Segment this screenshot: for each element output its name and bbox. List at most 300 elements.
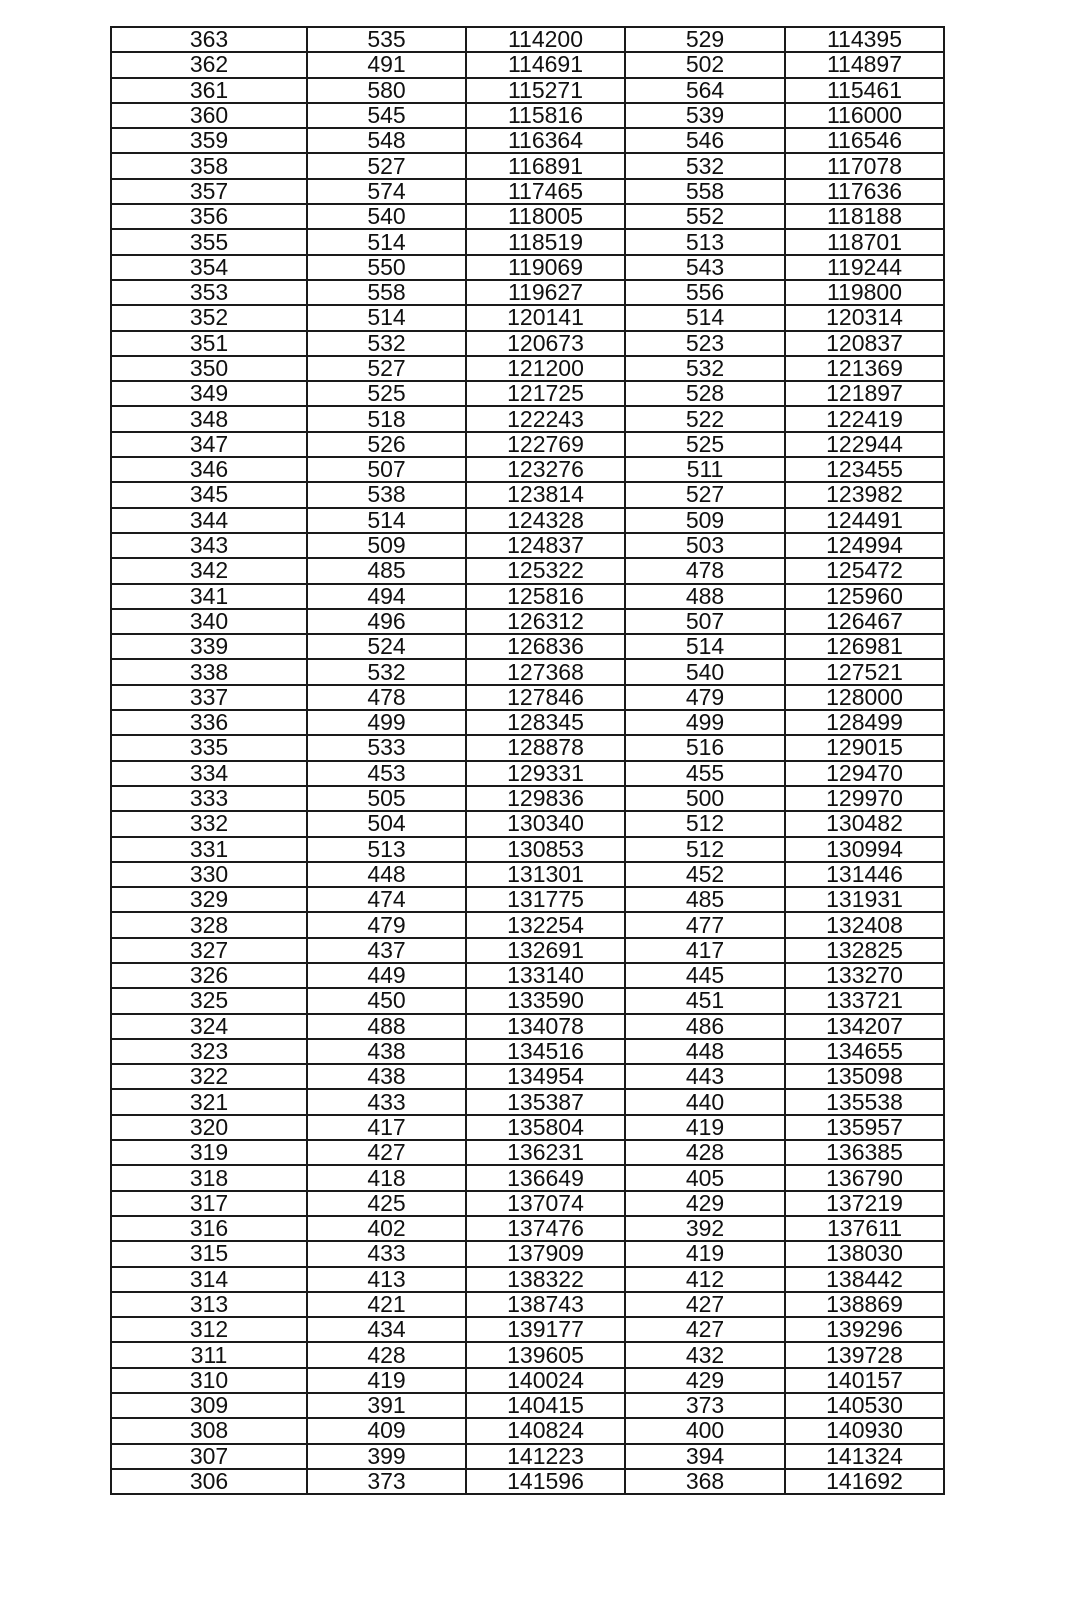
cumulative-b-cell: 119244 — [785, 255, 944, 280]
count-b-cell: 540 — [625, 659, 785, 684]
score-cell: 326 — [111, 963, 307, 988]
table-row — [111, 52, 944, 77]
table-row — [111, 1191, 944, 1216]
score-cell: 333 — [111, 786, 307, 811]
cumulative-b-cell: 134207 — [785, 1014, 944, 1039]
cumulative-b-cell: 117636 — [785, 179, 944, 204]
cumulative-a-cell: 138743 — [466, 1292, 625, 1317]
count-b-cell: 552 — [625, 204, 785, 229]
count-a-cell: 535 — [307, 27, 466, 52]
score-cell: 320 — [111, 1115, 307, 1140]
table-row — [111, 103, 944, 128]
score-cell: 339 — [111, 634, 307, 659]
score-cell: 348 — [111, 406, 307, 431]
count-b-cell: 514 — [625, 634, 785, 659]
table-row — [111, 1241, 944, 1266]
table-row — [111, 558, 944, 583]
cumulative-a-cell: 128345 — [466, 710, 625, 735]
cumulative-b-cell: 115461 — [785, 78, 944, 103]
table-row — [111, 1014, 944, 1039]
table-row — [111, 1292, 944, 1317]
table-row — [111, 1317, 944, 1342]
cumulative-a-cell: 126312 — [466, 609, 625, 634]
count-b-cell: 500 — [625, 786, 785, 811]
cumulative-a-cell: 139177 — [466, 1317, 625, 1342]
cumulative-a-cell: 137074 — [466, 1191, 625, 1216]
cumulative-a-cell: 118519 — [466, 229, 625, 254]
count-a-cell: 425 — [307, 1191, 466, 1216]
score-cell: 310 — [111, 1368, 307, 1393]
cumulative-b-cell: 136790 — [785, 1165, 944, 1190]
score-cell: 359 — [111, 128, 307, 153]
count-b-cell: 523 — [625, 331, 785, 356]
table-row — [111, 584, 944, 609]
count-b-cell: 522 — [625, 406, 785, 431]
score-cell: 317 — [111, 1191, 307, 1216]
table-row — [111, 659, 944, 684]
count-b-cell: 564 — [625, 78, 785, 103]
score-cell: 354 — [111, 255, 307, 280]
cumulative-a-cell: 133590 — [466, 988, 625, 1013]
count-b-cell: 405 — [625, 1165, 785, 1190]
cumulative-b-cell: 116546 — [785, 128, 944, 153]
table-row — [111, 406, 944, 431]
cumulative-b-cell: 131446 — [785, 862, 944, 887]
count-a-cell: 505 — [307, 786, 466, 811]
count-a-cell: 494 — [307, 584, 466, 609]
cumulative-a-cell: 137909 — [466, 1241, 625, 1266]
count-b-cell: 529 — [625, 27, 785, 52]
count-b-cell: 507 — [625, 609, 785, 634]
cumulative-a-cell: 135387 — [466, 1089, 625, 1114]
count-b-cell: 503 — [625, 533, 785, 558]
count-b-cell: 478 — [625, 558, 785, 583]
cumulative-a-cell: 135804 — [466, 1115, 625, 1140]
score-cell: 351 — [111, 331, 307, 356]
count-a-cell: 391 — [307, 1393, 466, 1418]
cumulative-b-cell: 140157 — [785, 1368, 944, 1393]
cumulative-b-cell: 114897 — [785, 52, 944, 77]
score-cell: 323 — [111, 1039, 307, 1064]
score-cell: 361 — [111, 78, 307, 103]
cumulative-a-cell: 132691 — [466, 938, 625, 963]
count-b-cell: 546 — [625, 128, 785, 153]
count-b-cell: 452 — [625, 862, 785, 887]
score-cell: 344 — [111, 508, 307, 533]
cumulative-a-cell: 141596 — [466, 1469, 625, 1494]
table-row — [111, 508, 944, 533]
cumulative-a-cell: 120141 — [466, 305, 625, 330]
count-a-cell: 437 — [307, 938, 466, 963]
table-row — [111, 1089, 944, 1114]
count-a-cell: 421 — [307, 1292, 466, 1317]
count-b-cell: 514 — [625, 305, 785, 330]
cumulative-b-cell: 130482 — [785, 811, 944, 836]
score-cell: 324 — [111, 1014, 307, 1039]
score-cell: 311 — [111, 1342, 307, 1367]
score-cell: 347 — [111, 432, 307, 457]
score-distribution-table — [110, 26, 945, 1495]
count-a-cell: 433 — [307, 1241, 466, 1266]
cumulative-a-cell: 116364 — [466, 128, 625, 153]
count-b-cell: 428 — [625, 1140, 785, 1165]
count-b-cell: 429 — [625, 1368, 785, 1393]
cumulative-a-cell: 125322 — [466, 558, 625, 583]
score-cell: 314 — [111, 1267, 307, 1292]
score-cell: 363 — [111, 27, 307, 52]
cumulative-b-cell: 129970 — [785, 786, 944, 811]
score-cell: 355 — [111, 229, 307, 254]
table-row — [111, 1115, 944, 1140]
score-cell: 327 — [111, 938, 307, 963]
count-b-cell: 412 — [625, 1267, 785, 1292]
table-row — [111, 78, 944, 103]
table-row — [111, 533, 944, 558]
score-cell: 358 — [111, 153, 307, 178]
count-a-cell: 548 — [307, 128, 466, 153]
table-row — [111, 356, 944, 381]
table-row — [111, 432, 944, 457]
count-b-cell: 532 — [625, 356, 785, 381]
count-b-cell: 427 — [625, 1317, 785, 1342]
cumulative-b-cell: 114395 — [785, 27, 944, 52]
count-b-cell: 532 — [625, 153, 785, 178]
score-cell: 334 — [111, 761, 307, 786]
table-row — [111, 609, 944, 634]
cumulative-a-cell: 136231 — [466, 1140, 625, 1165]
cumulative-b-cell: 136385 — [785, 1140, 944, 1165]
cumulative-a-cell: 126836 — [466, 634, 625, 659]
cumulative-b-cell: 124491 — [785, 508, 944, 533]
score-cell: 313 — [111, 1292, 307, 1317]
table-row — [111, 255, 944, 280]
table-row — [111, 482, 944, 507]
score-cell: 331 — [111, 837, 307, 862]
count-a-cell: 453 — [307, 761, 466, 786]
count-a-cell: 514 — [307, 508, 466, 533]
table-row — [111, 1216, 944, 1241]
cumulative-a-cell: 123276 — [466, 457, 625, 482]
score-cell: 338 — [111, 659, 307, 684]
count-a-cell: 525 — [307, 381, 466, 406]
cumulative-b-cell: 120837 — [785, 331, 944, 356]
count-a-cell: 373 — [307, 1469, 466, 1494]
cumulative-a-cell: 114200 — [466, 27, 625, 52]
cumulative-a-cell: 118005 — [466, 204, 625, 229]
count-a-cell: 433 — [307, 1089, 466, 1114]
count-b-cell: 543 — [625, 255, 785, 280]
table-row — [111, 862, 944, 887]
score-cell: 353 — [111, 280, 307, 305]
count-a-cell: 419 — [307, 1368, 466, 1393]
cumulative-a-cell: 124837 — [466, 533, 625, 558]
cumulative-b-cell: 129470 — [785, 761, 944, 786]
count-a-cell: 485 — [307, 558, 466, 583]
count-b-cell: 445 — [625, 963, 785, 988]
table-row — [111, 280, 944, 305]
count-b-cell: 440 — [625, 1089, 785, 1114]
count-a-cell: 479 — [307, 912, 466, 937]
count-a-cell: 438 — [307, 1039, 466, 1064]
cumulative-b-cell: 126981 — [785, 634, 944, 659]
cumulative-b-cell: 133270 — [785, 963, 944, 988]
table-row — [111, 1368, 944, 1393]
count-b-cell: 556 — [625, 280, 785, 305]
cumulative-b-cell: 135098 — [785, 1064, 944, 1089]
cumulative-a-cell: 139605 — [466, 1342, 625, 1367]
score-cell: 360 — [111, 103, 307, 128]
count-a-cell: 434 — [307, 1317, 466, 1342]
count-a-cell: 533 — [307, 735, 466, 760]
count-a-cell: 438 — [307, 1064, 466, 1089]
count-a-cell: 574 — [307, 179, 466, 204]
cumulative-a-cell: 127368 — [466, 659, 625, 684]
score-cell: 345 — [111, 482, 307, 507]
count-b-cell: 443 — [625, 1064, 785, 1089]
cumulative-b-cell: 122419 — [785, 406, 944, 431]
score-cell: 335 — [111, 735, 307, 760]
cumulative-a-cell: 115271 — [466, 78, 625, 103]
cumulative-a-cell: 141223 — [466, 1444, 625, 1469]
count-b-cell: 516 — [625, 735, 785, 760]
count-a-cell: 409 — [307, 1418, 466, 1443]
score-cell: 350 — [111, 356, 307, 381]
count-a-cell: 540 — [307, 204, 466, 229]
count-b-cell: 419 — [625, 1115, 785, 1140]
count-a-cell: 532 — [307, 331, 466, 356]
count-a-cell: 513 — [307, 837, 466, 862]
count-b-cell: 485 — [625, 887, 785, 912]
table-row — [111, 1342, 944, 1367]
cumulative-a-cell: 140824 — [466, 1418, 625, 1443]
cumulative-a-cell: 121725 — [466, 381, 625, 406]
cumulative-b-cell: 140530 — [785, 1393, 944, 1418]
cumulative-b-cell: 141692 — [785, 1469, 944, 1494]
score-cell: 343 — [111, 533, 307, 558]
count-a-cell: 449 — [307, 963, 466, 988]
cumulative-a-cell: 131775 — [466, 887, 625, 912]
cumulative-b-cell: 132825 — [785, 938, 944, 963]
score-cell: 321 — [111, 1089, 307, 1114]
score-cell: 357 — [111, 179, 307, 204]
table-row — [111, 229, 944, 254]
table-row — [111, 761, 944, 786]
cumulative-b-cell: 138442 — [785, 1267, 944, 1292]
cumulative-b-cell: 135538 — [785, 1089, 944, 1114]
count-a-cell: 518 — [307, 406, 466, 431]
table-row — [111, 1165, 944, 1190]
count-b-cell: 513 — [625, 229, 785, 254]
cumulative-a-cell: 134078 — [466, 1014, 625, 1039]
cumulative-a-cell: 134516 — [466, 1039, 625, 1064]
count-b-cell: 373 — [625, 1393, 785, 1418]
cumulative-a-cell: 128878 — [466, 735, 625, 760]
cumulative-a-cell: 130340 — [466, 811, 625, 836]
cumulative-a-cell: 120673 — [466, 331, 625, 356]
cumulative-a-cell: 129836 — [466, 786, 625, 811]
count-b-cell: 511 — [625, 457, 785, 482]
score-distribution-sheet — [110, 26, 943, 1495]
table-row — [111, 887, 944, 912]
cumulative-a-cell: 121200 — [466, 356, 625, 381]
table-row — [111, 27, 944, 52]
cumulative-a-cell: 122243 — [466, 406, 625, 431]
count-b-cell: 400 — [625, 1418, 785, 1443]
score-cell: 325 — [111, 988, 307, 1013]
cumulative-a-cell: 125816 — [466, 584, 625, 609]
cumulative-a-cell: 138322 — [466, 1267, 625, 1292]
cumulative-a-cell: 124328 — [466, 508, 625, 533]
score-cell: 316 — [111, 1216, 307, 1241]
cumulative-b-cell: 138030 — [785, 1241, 944, 1266]
score-cell: 308 — [111, 1418, 307, 1443]
count-b-cell: 512 — [625, 837, 785, 862]
count-a-cell: 524 — [307, 634, 466, 659]
cumulative-b-cell: 124994 — [785, 533, 944, 558]
count-b-cell: 528 — [625, 381, 785, 406]
cumulative-b-cell: 130994 — [785, 837, 944, 862]
cumulative-a-cell: 117465 — [466, 179, 625, 204]
cumulative-b-cell: 121897 — [785, 381, 944, 406]
table-row — [111, 153, 944, 178]
cumulative-b-cell: 120314 — [785, 305, 944, 330]
cumulative-a-cell: 133140 — [466, 963, 625, 988]
cumulative-a-cell: 130853 — [466, 837, 625, 862]
score-cell: 342 — [111, 558, 307, 583]
count-b-cell: 477 — [625, 912, 785, 937]
table-row — [111, 331, 944, 356]
count-a-cell: 499 — [307, 710, 466, 735]
table-row — [111, 710, 944, 735]
count-a-cell: 399 — [307, 1444, 466, 1469]
table-row — [111, 811, 944, 836]
count-b-cell: 392 — [625, 1216, 785, 1241]
score-cell: 322 — [111, 1064, 307, 1089]
score-cell: 330 — [111, 862, 307, 887]
table-row — [111, 1444, 944, 1469]
count-b-cell: 509 — [625, 508, 785, 533]
count-b-cell: 499 — [625, 710, 785, 735]
cumulative-b-cell: 122944 — [785, 432, 944, 457]
count-b-cell: 427 — [625, 1292, 785, 1317]
cumulative-b-cell: 118188 — [785, 204, 944, 229]
count-a-cell: 413 — [307, 1267, 466, 1292]
score-cell: 356 — [111, 204, 307, 229]
cumulative-b-cell: 137611 — [785, 1216, 944, 1241]
table-row — [111, 1140, 944, 1165]
cumulative-b-cell: 138869 — [785, 1292, 944, 1317]
cumulative-b-cell: 140930 — [785, 1418, 944, 1443]
table-row — [111, 1039, 944, 1064]
score-cell: 336 — [111, 710, 307, 735]
count-a-cell: 532 — [307, 659, 466, 684]
cumulative-a-cell: 122769 — [466, 432, 625, 457]
score-cell: 319 — [111, 1140, 307, 1165]
cumulative-a-cell: 115816 — [466, 103, 625, 128]
count-a-cell: 507 — [307, 457, 466, 482]
table-body — [111, 27, 944, 1494]
table-row — [111, 1064, 944, 1089]
count-b-cell: 429 — [625, 1191, 785, 1216]
cumulative-a-cell: 129331 — [466, 761, 625, 786]
score-cell: 309 — [111, 1393, 307, 1418]
count-a-cell: 514 — [307, 229, 466, 254]
count-b-cell: 558 — [625, 179, 785, 204]
count-a-cell: 527 — [307, 356, 466, 381]
count-a-cell: 450 — [307, 988, 466, 1013]
count-a-cell: 478 — [307, 685, 466, 710]
cumulative-b-cell: 141324 — [785, 1444, 944, 1469]
table-row — [111, 381, 944, 406]
table-row — [111, 735, 944, 760]
cumulative-a-cell: 140024 — [466, 1368, 625, 1393]
cumulative-a-cell: 116891 — [466, 153, 625, 178]
cumulative-b-cell: 128000 — [785, 685, 944, 710]
cumulative-b-cell: 123982 — [785, 482, 944, 507]
count-b-cell: 525 — [625, 432, 785, 457]
table-row — [111, 634, 944, 659]
cumulative-b-cell: 131931 — [785, 887, 944, 912]
score-cell: 328 — [111, 912, 307, 937]
score-cell: 307 — [111, 1444, 307, 1469]
count-b-cell: 368 — [625, 1469, 785, 1494]
cumulative-b-cell: 116000 — [785, 103, 944, 128]
table-row — [111, 179, 944, 204]
count-a-cell: 448 — [307, 862, 466, 887]
table-row — [111, 1469, 944, 1494]
cumulative-a-cell: 140415 — [466, 1393, 625, 1418]
count-a-cell: 427 — [307, 1140, 466, 1165]
count-a-cell: 545 — [307, 103, 466, 128]
count-a-cell: 509 — [307, 533, 466, 558]
score-cell: 306 — [111, 1469, 307, 1494]
count-a-cell: 496 — [307, 609, 466, 634]
cumulative-b-cell: 128499 — [785, 710, 944, 735]
table-row — [111, 128, 944, 153]
cumulative-a-cell: 131301 — [466, 862, 625, 887]
count-b-cell: 502 — [625, 52, 785, 77]
count-a-cell: 488 — [307, 1014, 466, 1039]
cumulative-a-cell: 119627 — [466, 280, 625, 305]
table-row — [111, 1267, 944, 1292]
score-cell: 346 — [111, 457, 307, 482]
table-row — [111, 685, 944, 710]
count-a-cell: 474 — [307, 887, 466, 912]
table-row — [111, 457, 944, 482]
count-a-cell: 428 — [307, 1342, 466, 1367]
count-b-cell: 479 — [625, 685, 785, 710]
cumulative-b-cell: 132408 — [785, 912, 944, 937]
cumulative-a-cell: 114691 — [466, 52, 625, 77]
cumulative-b-cell: 134655 — [785, 1039, 944, 1064]
cumulative-a-cell: 119069 — [466, 255, 625, 280]
cumulative-b-cell: 135957 — [785, 1115, 944, 1140]
cumulative-b-cell: 126467 — [785, 609, 944, 634]
cumulative-b-cell: 119800 — [785, 280, 944, 305]
score-cell: 340 — [111, 609, 307, 634]
count-b-cell: 394 — [625, 1444, 785, 1469]
count-b-cell: 432 — [625, 1342, 785, 1367]
score-cell: 329 — [111, 887, 307, 912]
count-a-cell: 514 — [307, 305, 466, 330]
cumulative-b-cell: 125472 — [785, 558, 944, 583]
score-cell: 352 — [111, 305, 307, 330]
count-a-cell: 418 — [307, 1165, 466, 1190]
count-a-cell: 538 — [307, 482, 466, 507]
cumulative-a-cell: 136649 — [466, 1165, 625, 1190]
score-cell: 362 — [111, 52, 307, 77]
table-row — [111, 1418, 944, 1443]
